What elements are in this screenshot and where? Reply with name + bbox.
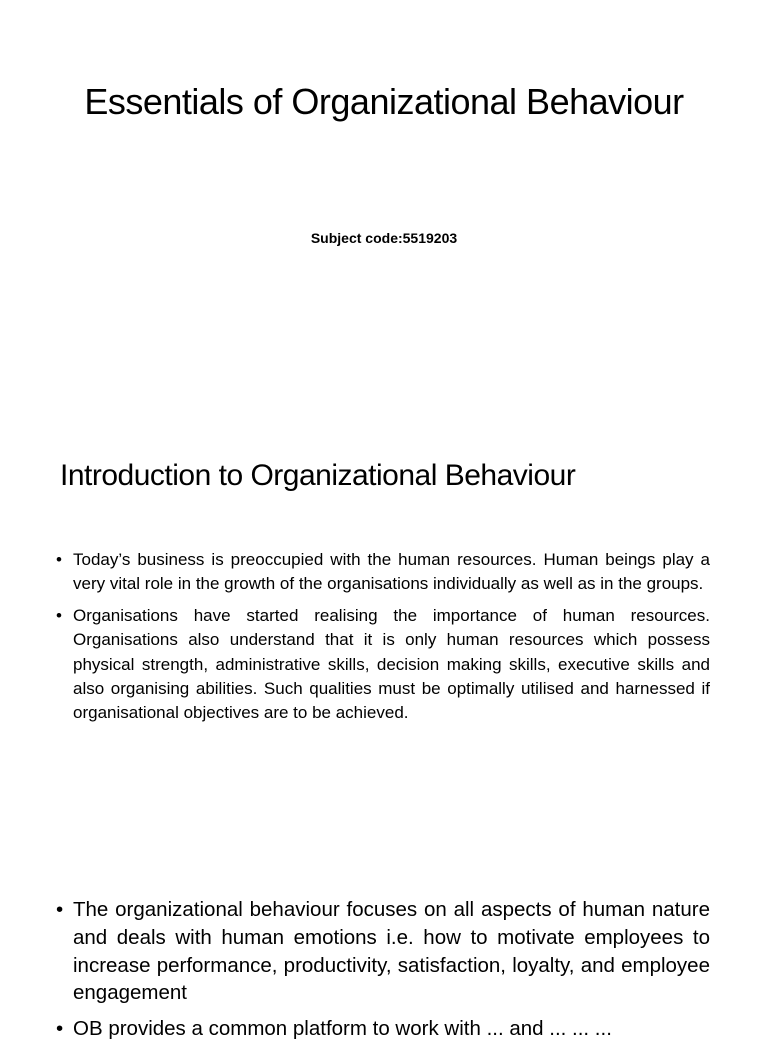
bullet-text: Organisations have started realising the importance of human resources. Organisations also understand that it is only human resources which possess physical strength, administrative skills, decision making skills, executive skills and also organising abilities. Such qualities must be optimally utilised and harnessed if organisational objectives are to be achieved. (73, 605, 710, 723)
title-slide (0, 0, 768, 420)
bullet-item (56, 604, 710, 726)
intro-slide (0, 420, 768, 840)
bullet-list (56, 548, 710, 733)
bullet-icon: • (56, 1017, 64, 1041)
bullet-list (56, 896, 710, 1051)
bullet-item (56, 1015, 710, 1043)
section-heading: Introduction to Organizational Behaviour (60, 459, 576, 492)
bullet-text: Today’s business is preoccupied with the human resources. Human beings play a very vital role in the growth of the organisations individually as well as in the groups. (73, 550, 710, 594)
bullet-text: OB provides a common platform to work with ... and ... ... ... (73, 1017, 612, 1041)
bullet-text: The organizational behaviour focuses on all aspects of human nature and deals with human emotions i.e. how to motivate employees to increase performance, productivity, satisfaction, loyalty, and employee engagement (73, 898, 710, 1005)
bullet-item (56, 548, 710, 597)
slide-title: Essentials of Organizational Behaviour (84, 81, 684, 122)
subject-code: Subject code:5519203 (310, 230, 458, 246)
bullet-icon: • (56, 898, 64, 921)
bullet-item (56, 896, 710, 1007)
bullet-icon: • (56, 550, 62, 569)
bullet-icon: • (56, 605, 62, 625)
focus-slide (0, 880, 768, 1041)
